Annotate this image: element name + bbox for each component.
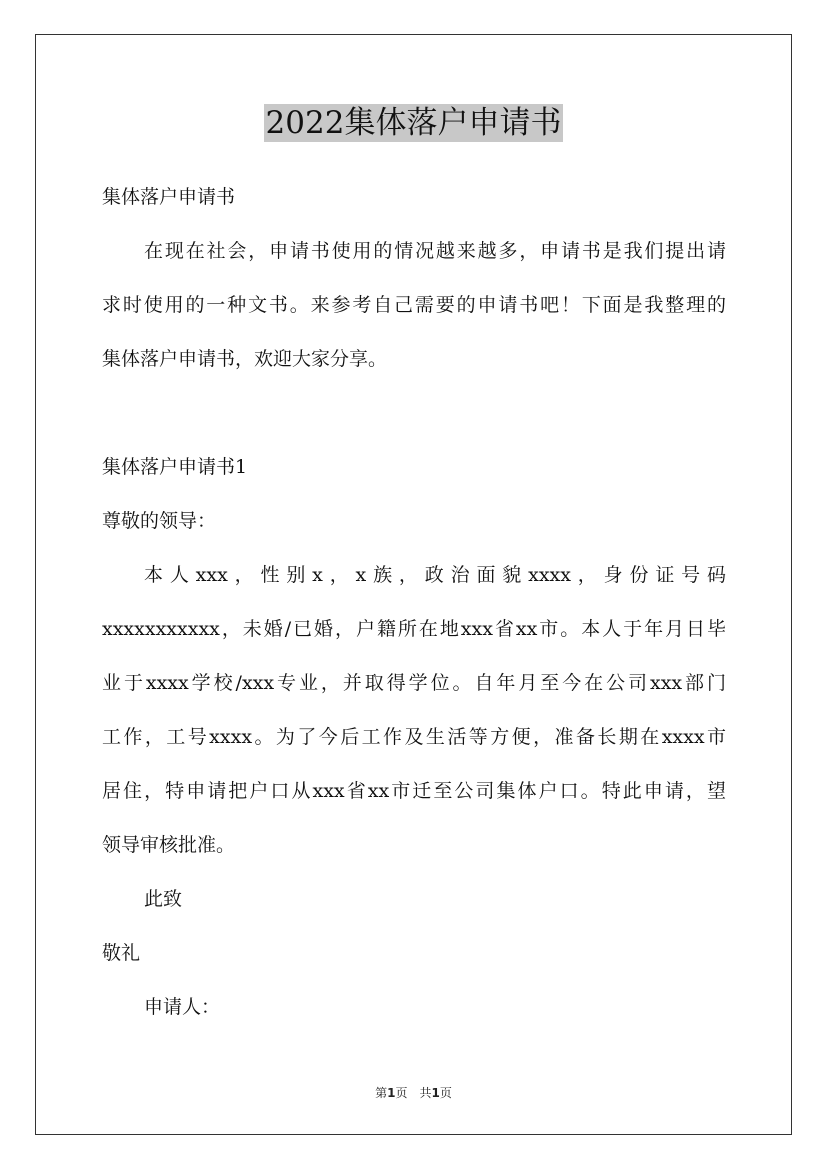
document-body [102,170,726,1034]
closing-line-1: 此致 [144,888,183,910]
page-footer [0,1084,827,1101]
intro-line-2: 求时使用的一种文书。来参考自己需要的申请书吧！下面是我整理的 [102,294,726,316]
document-title: 2022集体落户申请书 [265,105,562,141]
title-wrap [0,104,827,142]
intro-line-1: 在现在社会，申请书使用的情况越来越多，申请书是我们提出请 [144,240,726,262]
closing-line-2: 敬礼 [102,942,141,964]
page-suffix: 页 [439,1086,452,1100]
applicant-label: 申请人： [144,996,221,1018]
body-line-3: 业于xxxx学校/xxx专业，并取得学位。自年月至今在公司xxx部门 [102,672,726,694]
subtitle: 集体落户申请书 [102,186,236,208]
section-title: 集体落户申请书1 [102,456,248,478]
body-line-5: 居住，特申请把户口从xxx省xx市迁至公司集体户口。特此申请，望 [102,780,726,802]
body-line-2: xxxxxxxxxxx，未婚/已婚，户籍所在地xxx省xx市。本人于年月日毕 [102,618,726,640]
page-total: 1 [431,1086,440,1100]
page-number: 1 [387,1086,396,1100]
body-line-6: 领导审核批准。 [102,834,236,856]
intro-line-3: 集体落户申请书，欢迎大家分享。 [102,348,388,370]
body-line-1: 本人xxx，性别x，x族，政治面貌xxxx，身份证号码 [144,564,726,586]
body-line-4: 工作，工号xxxx。为了今后工作及生活等方便，准备长期在xxxx市 [102,726,726,748]
salutation: 尊敬的领导： [102,510,217,532]
blank-line [102,386,726,440]
page-mid: 页 共 [395,1086,432,1100]
page-prefix: 第 [375,1086,388,1100]
